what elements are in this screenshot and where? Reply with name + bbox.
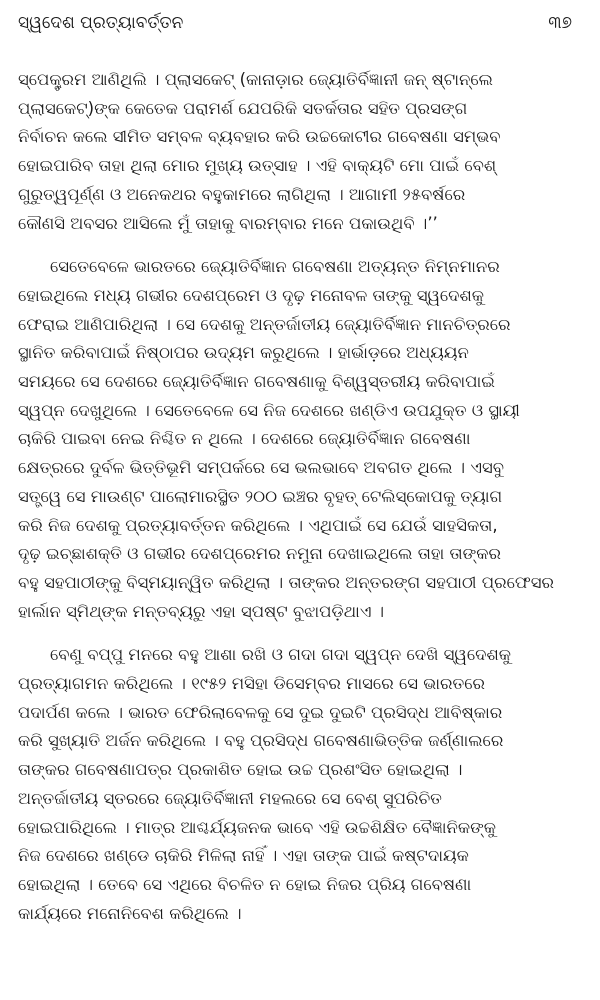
body-text [18,66,584,928]
text-line: ସ୍ଥାନିତ କରିବାପାଇଁ ନିଷ୍ଠାପର ଉଦ୍ୟମ କରୁଥିଲେ । ହାର୍ଭାଡ଼ରେ ଅଧ୍ୟୟନ [18,343,469,363]
text-line: ପଦାର୍ପଣ କଲେ । ଭାରତ ଫେରିଲାବେଳକୁ ସେ ଦୁଇ ଦୁଇଟି ପ୍ରସିଦ୍ଧ ଆବିଷ୍କାର [18,702,503,722]
running-title: ସ୍ୱଦେଶ ପ୍ରତ୍ୟାବର୍ତ୍ତନ [18,13,184,33]
text-line: ନିର୍ବାଚନ କଲେ ସୀମିତ ସମ୍ବଳ ବ୍ୟବହାର କରି ଉଚ୍ଚକୋଟୀର ଗବେଷଣା ସମ୍ଭବ [18,127,501,147]
text-line: ଚାକିରି ପାଇବା ନେଇ ନିଶ୍ଚିତ ନ ଥିଲେ । ଦେଶରେ ଜ୍ୟୋତିର୍ବିଜ୍ଞାନ ଗବେଷଣା [18,429,471,449]
text-line: ନିଜ ଦେଶରେ ଖଣ୍ଡେ ଚାକିରି ମିଳିଲା ନାହିଁ । ଏହା ତାଙ୍କ ପାଇଁ କଷ୍ଟଦାୟକ [18,846,469,866]
text-line: ସ୍ୱପ୍ନ ଦେଖୁଥିଲେ । ସେତେବେଳେ ସେ ନିଜ ଦେଶରେ ଖଣ୍ଡିଏ ଉପଯୁକ୍ତ ଓ ସ୍ଥାୟୀ [18,400,520,420]
text-line: ହାର୍ଲାନ ସ୍ମିଥ୍‌ଙ୍କ ମନ୍ତବ୍ୟରୁ ଏହା ସ୍ପଷ୍ଟ ବୁଝାପଡ଼ିଥାଏ । [18,601,385,621]
paragraph-1 [18,66,584,238]
text-line: କରି ନିଜ ଦେଶକୁ ପ୍ରତ୍ୟାବର୍ତ୍ତନ କରିଥିଲେ । ଏଥିପାଇଁ ସେ ଯେଉଁ ସାହସିକତା, [18,515,498,535]
text-line: କରି ସୁଖ୍ୟାତି ଅର୍ଜନ କରିଥିଲେ । ବହୁ ପ୍ରସିଦ୍ଧ ଗବେଷଣାଭିତ୍ତିକ ଜର୍ଣ୍ଣାଲରେ [18,731,504,751]
text-line: ହୋଇଥିଲା । ତେବେ ସେ ଏଥିରେ ବିଚଳିତ ନ ହୋଇ ନିଜର ପ୍ରିୟ ଗବେଷଣା [18,874,472,894]
text-line: ଗୁରୁତ୍ୱପୂର୍ଣ୍ଣ ଓ ଅନେକଥର ବହୁକାମରେ ଲାଗିଥିଲା । ଆଗାମୀ ୨୫ବର୍ଷରେ [18,184,466,204]
text-line: ହୋଇପାରିବ ତାହା ଥିଲା ମୋର ମୁଖ୍ୟ ଉତ୍ସାହ । ଏହି ବାକ୍ୟଟି ମୋ ପାଇଁ ବେଶ୍ [18,156,497,176]
text-line: ହୋଇଥିଲେ ମଧ୍ୟ ଗଭୀର ଦେଶପ୍ରେମ ଓ ଦୃଢ଼ ମନୋବଳ ତାଙ୍କୁ ସ୍ୱଦେଶକୁ [18,285,484,305]
text-line: ସତ୍ତ୍ୱେ ସେ ମାଉଣ୍ଟ ପାଲୋମାରସ୍ଥିତ ୨୦୦ ଇଞ୍ଚର ବୃହତ୍ ଟେଲିସ୍କୋପକୁ ତ୍ୟାଗ [18,486,503,506]
text-line: ପ୍ରତ୍ୟାଗମନ କରିଥିଲେ । ୧୯୫୨ ମସିହା ଡିସେମ୍ବର ମାସରେ ସେ ଭାରତରେ [18,674,486,694]
text-line: ସମୟରେ ସେ ଦେଶରେ ଜ୍ୟୋତିର୍ବିଜ୍ଞାନ ଗବେଷଣାକୁ ବିଶ୍ୱସ୍ତରୀୟ କରିବାପାଇଁ [18,372,495,392]
paragraph-gap [18,238,584,253]
text-line: କାର୍ଯ୍ୟରେ ମନୋନିବେଶ କରିଥିଲେ । [18,903,242,923]
text-line: ତାଙ୍କର ଗବେଷଣାପତ୍ର ପ୍ରକାଶିତ ହୋଇ ଉଚ୍ଚ ପ୍ରଶଂସିତ ହୋଇଥିଲା । [18,760,463,780]
text-line: ହୋଇପାରିଥିଲେ । ମାତ୍ର ଆଶ୍ଚର୍ଯ୍ୟଜନକ ଭାବେ ଏହି ଉଚ୍ଚଶିକ୍ଷିତ ବୈଜ୍ଞାନିକଙ୍କୁ [18,817,496,837]
text-line: ଦୃଢ଼ ଇଚ୍ଛାଶକ୍ତି ଓ ଗଭୀର ଦେଶପ୍ରେମର ନମୁନା ଦେଖାଇଥିଲେ ତାହା ତାଙ୍କର [18,544,502,564]
paragraph-3 [18,641,584,928]
text-line: ସ୍ପେକ୍ଟ୍ରମ ଆଣିଥିଲି । ପ୍ଲାସକେଟ୍ (କାନାଡ଼ାର ଜ୍ୟୋତିର୍ବିଜ୍ଞାନୀ ଜନ୍ ଷ୍ଟାନ୍‌ଲେ [18,70,493,89]
text-line: କୌଣସି ଅବସର ଆସିଲେ ମୁଁ ତାହାକୁ ବାରମ୍ବାର ମନେ ପକାଉଥିବି ।’’ [18,213,438,233]
paragraph-2 [18,253,584,626]
text-line: ଫେରାଇ ଆଣିପାରିଥିଲା । ସେ ଦେଶକୁ ଅନ୍ତର୍ଜାତୀୟ ଜ୍ୟୋତିର୍ବିଜ୍ଞାନ ମାନଚିତ୍ରରେ [18,314,511,334]
text-line: ଅନ୍ତର୍ଜାତୀୟ ସ୍ତରରେ ଜ୍ୟୋତିର୍ବିଜ୍ଞାନୀ ମହଲରେ ସେ ବେଶ୍ ସୁପରିଚିତ [18,788,442,808]
text-line: କ୍ଷେତ୍ରରେ ଦୁର୍ବଳ ଭିତ୍ତିଭୂମି ସମ୍ପର୍କରେ ସେ ଭଲଭାବେ ଅବଗତ ଥିଲେ । ଏସବୁ [18,458,504,478]
text-line: ପ୍ଲାସକେଟ୍)ଙ୍କ କେତେକ ପରାମର୍ଶ ଯେପରିକି ସତର୍କତାର ସହିତ ପ୍ରସଙ୍ଗ [18,98,468,118]
page-number: ୩୭ [548,13,572,33]
text-line: ବହୁ ସହପାଠୀଙ୍କୁ ବିସ୍ମୟାନ୍ୱିତ କରିଥିଲା । ତାଙ୍କର ଅନ୍ତରଙ୍ଗ ସହପାଠୀ ପ୍ରଫେସର [18,572,554,592]
text-line: ସେତେବେଳେ ଭାରତରେ ଜ୍ୟୋତିର୍ବିଜ୍ଞାନ ଗବେଷଣା ଅତ୍ୟନ୍ତ ନିମ୍ନମାନର [50,257,500,277]
text-line: ବେଣୁ ବପ୍ପୁ ମନରେ ବହୁ ଆଶା ରଖି ଓ ଗଦା ଗଦା ସ୍ୱପ୍ନ ଦେଖି ସ୍ୱଦେଶକୁ [50,645,511,665]
paragraph-gap [18,626,584,641]
